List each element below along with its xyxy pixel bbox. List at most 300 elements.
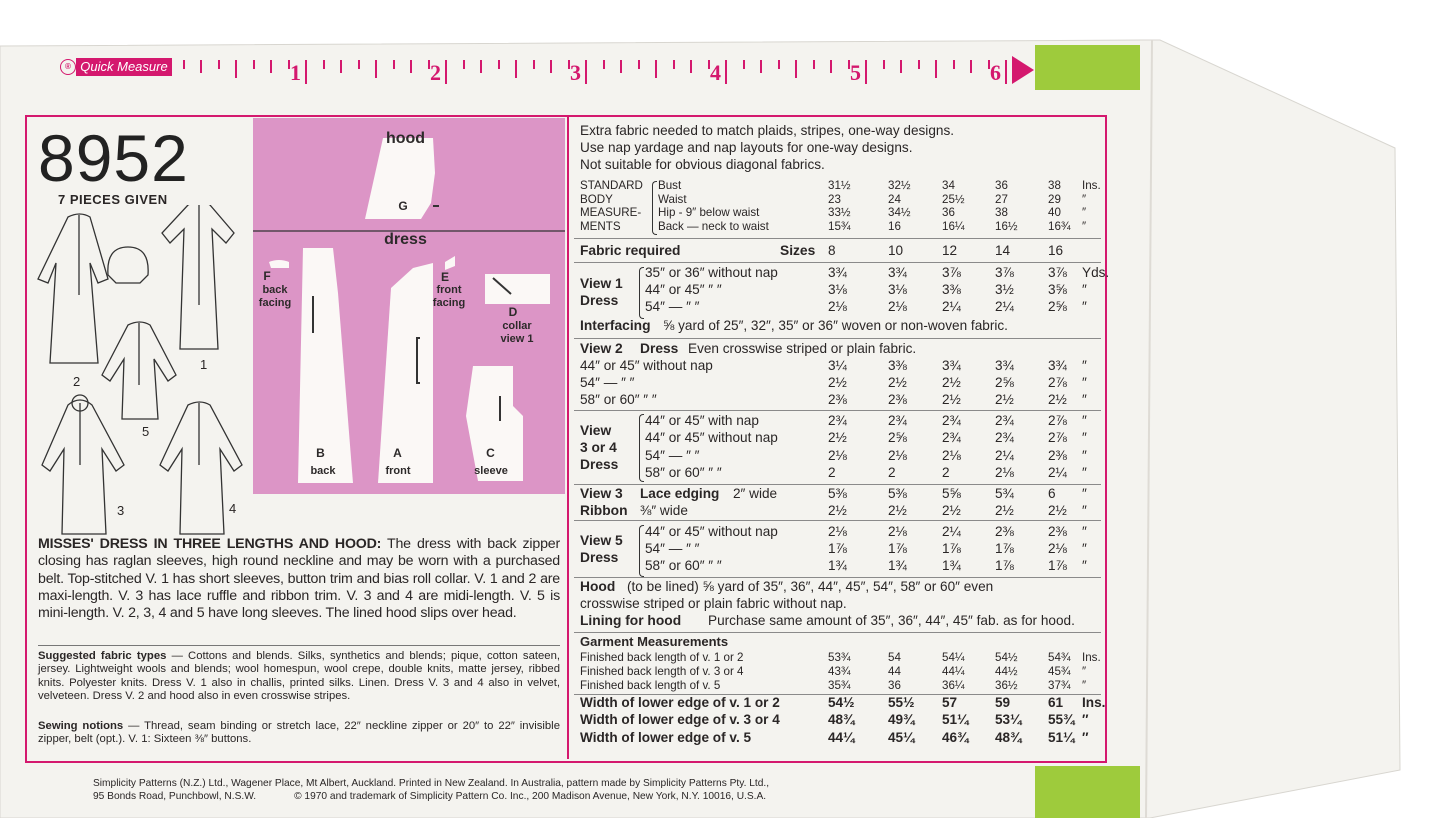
row-value: 3⅞ (995, 265, 1014, 280)
view-illustrations (28, 205, 253, 535)
row-value: 3¾ (828, 265, 847, 280)
ruler-inch-6: 6 (990, 60, 1001, 85)
row-unit: ″ (1082, 730, 1089, 745)
divider (38, 645, 560, 646)
row-label: 44″ or 45″ without nap (645, 524, 778, 539)
row-value: 3⅞ (942, 265, 961, 280)
row-value: 59 (995, 695, 1011, 710)
row-value: 2¼ (995, 299, 1014, 314)
row-value: 2¼ (1048, 465, 1067, 480)
row-value: 2⅛ (1048, 541, 1067, 556)
row-unit: ″ (1082, 206, 1087, 219)
rule-line (574, 338, 1101, 339)
view34-title: View (580, 423, 612, 438)
row-value: 1¾ (942, 558, 961, 573)
piece-b-name: back (310, 465, 336, 477)
rule-line (574, 577, 1101, 578)
row-value: 51¼ (942, 712, 969, 727)
pattern-pieces-panel (253, 118, 565, 494)
piece-d-letter: D (508, 305, 518, 319)
row-value: 2⅛ (888, 299, 907, 314)
notions-text: — Thread, seam binding or stretch lace, 22″ neckline zipper or 20″ to 22″ invisible zipper, belt (opt.). V. 1: Sixteen ⅜″ buttons. (38, 720, 560, 746)
ruler-tick (498, 60, 500, 69)
ruler-tick (743, 60, 745, 69)
rule-line (574, 410, 1101, 411)
row-value: 44¼ (942, 665, 965, 678)
brace-icon (652, 181, 657, 235)
row-value: 2½ (828, 375, 847, 390)
row-unit: ″ (1082, 465, 1087, 480)
row-value: 2½ (942, 392, 961, 407)
view2-title: View 2 (580, 341, 623, 356)
row-value: 16¾ (1048, 219, 1071, 233)
ruler-tick (585, 60, 587, 84)
footer-line-2-address: 95 Bonds Road, Punchbowl, N.S.W. (93, 790, 257, 802)
notions-label: Sewing notions (38, 720, 124, 732)
ruler-tick (1005, 60, 1007, 84)
row-unit: ″ (1082, 558, 1087, 573)
hood-label: Hood (580, 579, 616, 594)
row-value: 3⅛ (888, 282, 907, 297)
sewing-notions (38, 720, 560, 747)
row-value: 54½ (828, 695, 855, 710)
row-value: 53¾ (828, 651, 851, 664)
row-value: 36 (942, 206, 955, 219)
row-value: 32½ (888, 179, 911, 192)
footer-copyright: © 1970 and trademark of Simplicity Pattern Co. Inc., 200 Madison Avenue, New York, N.Y. 10016, U.S.A. (294, 790, 767, 802)
size-header: 8 (828, 243, 836, 258)
row-value: 51¼ (1048, 730, 1075, 745)
note-line: Use nap yardage and nap layouts for one-way designs. (580, 140, 913, 155)
row-value: 3⅞ (1048, 265, 1067, 280)
row-value: 34 (942, 179, 955, 192)
row-value: 55¾ (1048, 712, 1075, 727)
row-value: 2½ (942, 375, 961, 390)
view-5-drawing (102, 322, 176, 419)
piece-f-name: back facing (258, 284, 292, 309)
row-value: 3¾ (995, 358, 1014, 373)
row-label: Hip - 9″ below waist (658, 206, 760, 219)
view-number-5: 5 (142, 424, 150, 439)
rule-line (574, 262, 1101, 263)
row-value: 2¼ (995, 448, 1014, 463)
row-value: 44½ (995, 665, 1018, 678)
row-value: 37¾ (1048, 679, 1071, 692)
row-value: 2⅛ (942, 448, 961, 463)
fabric-types-label: Suggested fabric types (38, 650, 167, 662)
row-label: 54″ — ″ ″ (645, 448, 700, 463)
view1-subtitle: Dress (580, 293, 619, 308)
row-value: 1⅞ (995, 541, 1014, 556)
row-label: 58″ or 60″ ″ ″ (580, 392, 657, 407)
row-value: 2¾ (995, 413, 1014, 428)
ruler-tick (725, 60, 727, 84)
row-value: 36 (995, 179, 1008, 192)
row-value: 1⅞ (995, 558, 1014, 573)
row-value: 2¾ (888, 413, 907, 428)
row-value: 1⅞ (888, 541, 907, 556)
row-label: Finished back length of v. 5 (580, 679, 721, 692)
row-value: 2½ (995, 392, 1014, 407)
row-value: 38 (995, 206, 1008, 219)
fabric-required-label: Fabric required (580, 243, 681, 258)
piece-c-shape (466, 366, 523, 481)
row-label: 44″ or 45″ without nap (580, 358, 713, 373)
row-label: Width of lower edge of v. 3 or 4 (580, 712, 780, 727)
ruler-tick (183, 60, 185, 69)
size-header: 10 (888, 243, 904, 258)
row-value: 16 (888, 219, 901, 233)
row-value: 43¾ (828, 665, 851, 678)
lace-width: 2″ wide (733, 486, 778, 501)
view-3-drawing (42, 395, 124, 534)
view34-title: Dress (580, 457, 619, 472)
row-unit: ″ (1082, 282, 1087, 297)
ruler-tick (865, 60, 867, 84)
row-value: 35¾ (828, 679, 851, 692)
ruler-tick (795, 60, 797, 78)
row-unit: ″ (1082, 192, 1087, 206)
description (38, 536, 560, 622)
row-unit: ″ (1082, 219, 1087, 233)
row-value: 3⅝ (1048, 282, 1067, 297)
row-value: 3¾ (942, 358, 961, 373)
piece-b-letter: B (316, 446, 325, 460)
row-value: 3½ (995, 282, 1014, 297)
lining-label: Lining for hood (580, 613, 682, 628)
row-value: 2½ (995, 503, 1014, 518)
fabric-types (38, 650, 560, 704)
row-value: 54 (888, 651, 901, 664)
view-number-2: 2 (73, 374, 81, 389)
description-title: MISSES' DRESS IN THREE LENGTHS AND HOOD: (38, 536, 382, 552)
ruler-tick (270, 60, 272, 73)
row-value: 33½ (828, 206, 851, 219)
ruler-tick (550, 60, 552, 73)
row-value: 53¼ (995, 712, 1022, 727)
row-value: 2⅛ (995, 465, 1014, 480)
row-value: 2½ (888, 375, 907, 390)
ruler-inch-2: 2 (430, 60, 441, 85)
ruler-tick (305, 60, 307, 84)
brace-icon (639, 267, 644, 319)
row-unit: ″ (1082, 486, 1087, 501)
registered-mark: ® (60, 59, 76, 75)
rule-line (574, 632, 1101, 633)
row-value: 5⅜ (888, 486, 907, 501)
row-unit: ″ (1082, 413, 1087, 428)
piece-d-name: collar view 1 (500, 320, 534, 345)
ruler-tick (953, 60, 955, 69)
row-value: 2⅛ (828, 448, 847, 463)
ruler-tick (533, 60, 535, 69)
piece-f-letter: F (263, 269, 271, 283)
piece-e-name: front facing (432, 284, 466, 309)
ruler-tick (830, 60, 832, 73)
row-value: 3¾ (1048, 358, 1067, 373)
ruler-tick (515, 60, 517, 78)
body-heading-line: MEASURE- (580, 206, 642, 219)
ruler-tick (253, 60, 255, 69)
interfacing-text: ⅝ yard of 25″, 32″, 35″ or 36″ woven or non-woven fabric. (663, 318, 1008, 333)
hood-drawing (108, 247, 148, 283)
ruler-tick (445, 60, 447, 84)
ruler-tick (463, 60, 465, 69)
row-value: 2¾ (942, 413, 961, 428)
row-value: 2⅞ (1048, 413, 1067, 428)
row-value: 2⅛ (828, 524, 847, 539)
garment-heading: Garment Measurements (580, 634, 729, 649)
row-value: 2½ (1048, 503, 1067, 518)
row-value: 2⅜ (888, 392, 907, 407)
row-value: 16¼ (942, 219, 965, 233)
fabric-types-text: — Cottons and blends. Silks, synthetics and blends; pique, cotton sateen, jersey. Lightweight wools and blends; wool homespun, wool crepe, double knits, matte jersey, ribbed knits. Polyester knits. Dress V. 1 also in challis, printed silks. Linen. Dress V. 3 and 4 also in velvet, velveteen. Dress V. 2 and hood also in even crosswise stripes. (38, 650, 560, 703)
row-value: 27 (995, 192, 1008, 206)
ruler-tick (778, 60, 780, 69)
row-value: 2½ (942, 503, 961, 518)
ruler-tick (655, 60, 657, 78)
row-value: 44¼ (828, 730, 855, 745)
view34-title: 3 or 4 (580, 440, 617, 455)
row-value: 44 (888, 665, 901, 678)
row-label: Width of lower edge of v. 5 (580, 730, 752, 745)
ruler-tick (410, 60, 412, 73)
ruler-tick (673, 60, 675, 69)
row-value: 2¾ (942, 430, 961, 445)
row-label: 54″ — ″ ″ (580, 375, 635, 390)
row-label: 54″ — ″ ″ (645, 541, 700, 556)
row-value: 2¾ (828, 413, 847, 428)
tape-bottom (1035, 766, 1140, 818)
rule-line (574, 238, 1101, 239)
row-label: Waist (658, 192, 687, 206)
row-value: 2½ (1048, 392, 1067, 407)
body-heading-line: STANDARD (580, 179, 643, 192)
ruler-tick (480, 60, 482, 73)
ruler-tick (218, 60, 220, 69)
tape-top (1035, 45, 1140, 90)
row-value: 3⅜ (888, 358, 907, 373)
sizes-label: Sizes (780, 243, 816, 258)
row-unit: Ins. (1082, 651, 1101, 664)
ruler-tick (883, 60, 885, 69)
row-value: 2⅜ (995, 524, 1014, 539)
row-value: 54¾ (1048, 651, 1071, 664)
row-value: 3⅛ (828, 282, 847, 297)
piece-e-letter: E (440, 270, 449, 284)
row-value: 3¾ (888, 265, 907, 280)
view-number-4: 4 (229, 501, 237, 516)
row-value: 2 (888, 465, 896, 480)
view-1-drawing (162, 205, 234, 349)
ruler-tick (393, 60, 395, 69)
row-label: 44″ or 45″ with nap (645, 413, 759, 428)
ruler-tick (358, 60, 360, 69)
row-value: 57 (942, 695, 958, 710)
row-value: 2⅝ (1048, 299, 1067, 314)
row-value: 23 (828, 192, 841, 206)
row-value: 36¼ (942, 679, 965, 692)
row-value: 54¼ (942, 651, 965, 664)
brace-icon (639, 525, 644, 577)
row-value: 2½ (888, 503, 907, 518)
row-label: 35″ or 36″ without nap (645, 265, 778, 280)
body-heading-line: BODY (580, 192, 613, 206)
row-label: Finished back length of v. 3 or 4 (580, 665, 744, 678)
footer (93, 778, 769, 803)
rule-line (574, 520, 1101, 521)
row-unit: ″ (1082, 299, 1087, 314)
ruler-tick (813, 60, 815, 69)
row-value: 48¾ (828, 712, 855, 727)
hood-text: (to be lined) ⅝ yard of 35″, 36″, 44″, 45″, 54″, 58″ or 60″ even (627, 579, 994, 594)
row-value: 3⅜ (942, 282, 961, 297)
row-value: 40 (1048, 206, 1061, 219)
ruler-tick (900, 60, 902, 73)
row-unit: ″ (1082, 679, 1087, 692)
row-label: Bust (658, 179, 682, 192)
view3-trim-title: View 3 (580, 486, 623, 501)
row-value: 2 (942, 465, 950, 480)
row-unit: ″ (1082, 541, 1087, 556)
row-value: 2½ (828, 430, 847, 445)
brace-icon (639, 414, 644, 482)
ruler-tick (200, 60, 202, 73)
quick-measure-label: Quick Measure (76, 58, 172, 76)
column-divider (567, 117, 569, 759)
row-value: 2 (828, 465, 836, 480)
row-value: 2¾ (995, 430, 1014, 445)
row-value: 15¾ (828, 219, 851, 233)
piece-c-letter: C (486, 446, 495, 460)
footer-line-1: Simplicity Patterns (N.Z.) Ltd., Wagener Place, Mt Albert, Auckland. Printed in New Zealand. In Australia, pattern made by Simplicity Patterns Pty. Ltd., (93, 778, 770, 789)
ruler-tick (918, 60, 920, 69)
row-value: 3¼ (828, 358, 847, 373)
row-unit: ″ (1082, 430, 1087, 445)
view5-subtitle: Dress (580, 550, 619, 565)
row-value: 2¼ (942, 524, 961, 539)
row-value: 5⅝ (942, 486, 961, 501)
row-value: 36½ (995, 679, 1018, 692)
view3-trim-subtitle: Ribbon (580, 503, 628, 518)
body-heading-line: MENTS (580, 219, 621, 233)
row-value: 2½ (828, 503, 847, 518)
row-value: 2⅛ (888, 524, 907, 539)
piece-a-letter: A (393, 446, 402, 460)
row-value: 2⅝ (995, 375, 1014, 390)
row-value: 29 (1048, 192, 1061, 206)
ruler-inch-4: 4 (710, 60, 721, 85)
row-label: Back — neck to waist (658, 219, 769, 233)
ruler-tick (323, 60, 325, 69)
row-value: 2⅝ (888, 430, 907, 445)
row-unit: ″ (1082, 392, 1087, 407)
row-value: 24 (888, 192, 901, 206)
row-value: 61 (1048, 695, 1064, 710)
row-value: 48¾ (995, 730, 1022, 745)
note-line: Not suitable for obvious diagonal fabrics. (580, 157, 825, 172)
lining-text: Purchase same amount of 35″, 36″, 44″, 45″ fab. as for hood. (708, 613, 1075, 628)
row-value: 5⅜ (828, 486, 847, 501)
ruler-tick (690, 60, 692, 73)
dress-heading: dress (384, 231, 427, 248)
row-unit: ″ (1082, 358, 1087, 373)
row-value: 2⅜ (1048, 524, 1067, 539)
piece-e-shape (445, 256, 455, 270)
ruler-tick (638, 60, 640, 69)
row-unit: Ins. (1082, 695, 1106, 710)
ruler-tick (375, 60, 377, 78)
row-value: 2¼ (942, 299, 961, 314)
row-unit: ″ (1082, 524, 1087, 539)
view1-title: View 1 (580, 276, 623, 291)
row-value: 6 (1048, 486, 1056, 501)
description-text: The dress with back zipper closing has raglan sleeves, high round neckline and may be worn with a purchased belt. Top-stitched V. 1 has short sleeves, button trim and bias roll collar. V. 1 and 2 are maxi-length. V. 3 has lace ruffle and ribbon trim. V. 3 and 4 are midi-length. V. 5 is mini-length. V. 2, 3, 4 and 5 have long sleeves. The lined hood slips over head. (38, 536, 560, 622)
row-value: 1¾ (888, 558, 907, 573)
piece-a-shape (378, 263, 433, 483)
piece-a-name: front (385, 465, 411, 477)
size-header: 12 (942, 243, 958, 258)
row-value: 2⅞ (1048, 375, 1067, 390)
row-unit: ″ (1082, 503, 1087, 518)
ribbon-width: ⅜″ wide (640, 503, 688, 518)
row-value: 54½ (995, 651, 1018, 664)
ruler-inch-3: 3 (570, 60, 581, 85)
interfacing-label: Interfacing (580, 318, 651, 333)
row-label: 54″ — ″ ″ (645, 299, 700, 314)
row-label: 44″ or 45″ without nap (645, 430, 778, 445)
row-value: 1⅞ (1048, 558, 1067, 573)
row-value: 1⅞ (942, 541, 961, 556)
row-value: 34½ (888, 206, 911, 219)
ruler-inch-1: 1 (290, 60, 301, 85)
ruler-arrow-icon (1012, 56, 1034, 84)
row-value: 2⅛ (888, 448, 907, 463)
row-unit: ″ (1082, 712, 1089, 727)
view-2-drawing (38, 214, 108, 363)
row-value: 2⅜ (828, 392, 847, 407)
row-label: 58″ or 60″ ″ ″ (645, 465, 722, 480)
pieces-given: 7 PIECES GIVEN (58, 192, 168, 207)
size-header: 14 (995, 243, 1011, 258)
piece-c-name: sleeve (474, 465, 508, 477)
view2-note: Even crosswise striped or plain fabric. (688, 341, 917, 356)
row-value: 2⅜ (1048, 448, 1067, 463)
row-value: 31½ (828, 179, 851, 192)
ruler-tick (970, 60, 972, 73)
row-value: 16½ (995, 219, 1018, 233)
row-label: Lace edging (640, 486, 720, 501)
row-value: 55½ (888, 695, 915, 710)
row-unit: Yds. (1082, 265, 1110, 280)
row-value: 2⅛ (828, 299, 847, 314)
row-label: 44″ or 45″ ″ ″ (645, 282, 722, 297)
ruler-inch-5: 5 (850, 60, 861, 85)
pattern-number: 8952 (38, 121, 189, 195)
row-unit: ″ (1082, 375, 1087, 390)
view2-subtitle: Dress (640, 341, 679, 356)
piece-g-letter: G (398, 199, 408, 213)
ruler-tick (340, 60, 342, 73)
row-value: 49¾ (888, 712, 915, 727)
row-label: Finished back length of v. 1 or 2 (580, 651, 744, 664)
hood-heading: hood (385, 130, 426, 147)
row-value: 38 (1048, 179, 1061, 192)
view-number-1: 1 (200, 357, 208, 372)
ruler-tick (603, 60, 605, 69)
hood-text-2: crosswise striped or plain fabric without nap. (580, 596, 847, 611)
view-number-3: 3 (117, 503, 125, 518)
